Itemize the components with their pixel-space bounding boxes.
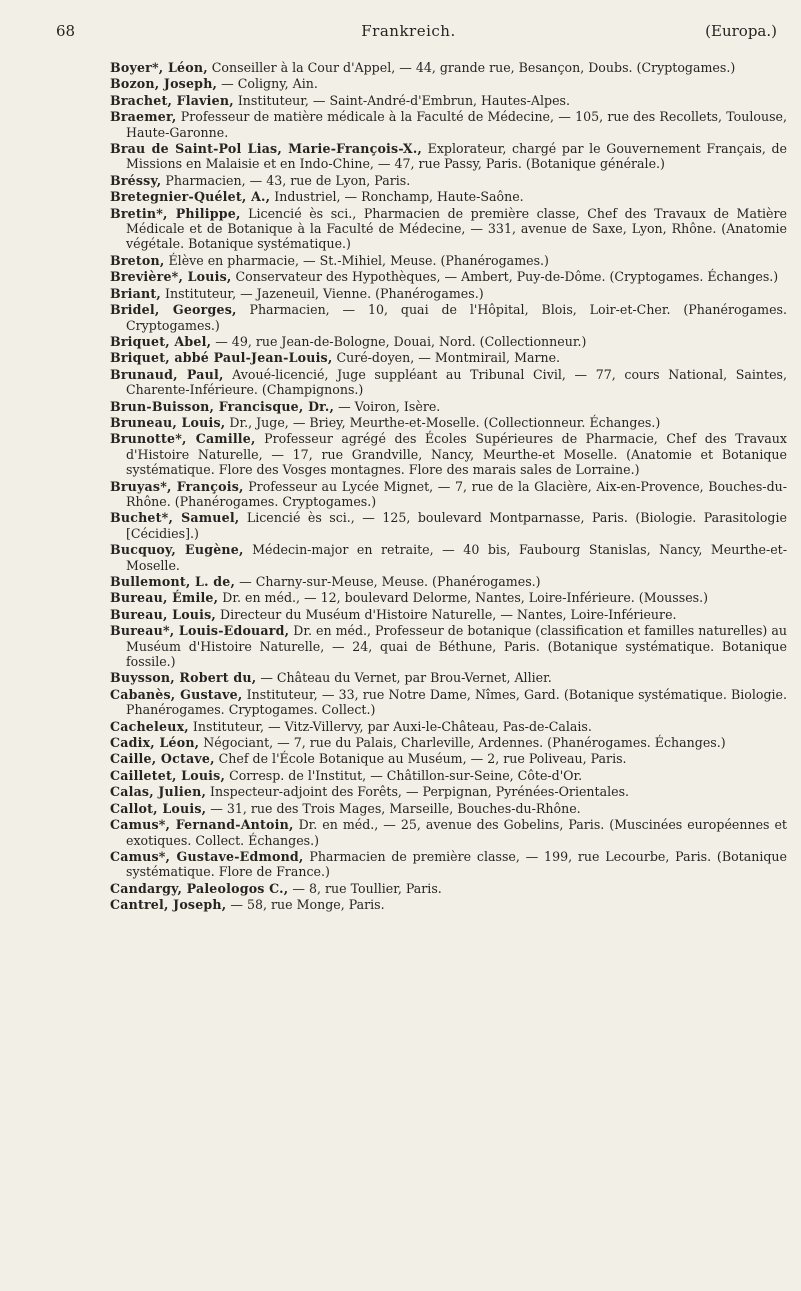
- entry-name: Cadix, Léon,: [110, 735, 200, 751]
- entry-text: — 31, rue des Trois Mages, Marseille, Bouches-du-Rhône.: [210, 800, 581, 816]
- list-item: [110, 253, 787, 268]
- page-header: [40, 22, 777, 56]
- list-item: [110, 687, 787, 718]
- entry-text: Professeur de matière médicale à la Faculté de Médecine, — 105, rue des Recollets, Toulouse, Haute-Garonne.: [126, 109, 787, 140]
- entry-name: Braemer,: [110, 109, 177, 125]
- entry-text: Chef de l'École Botanique au Muséum, — 2, rue Poliveau, Paris.: [218, 751, 627, 767]
- entry-name: Bureau, Louis,: [110, 606, 217, 622]
- entry-text: — Château du Vernet, par Brou-Vernet, Allier.: [260, 670, 552, 686]
- list-item: [110, 334, 787, 349]
- entry-name: Bruneau, Louis,: [110, 414, 226, 430]
- entry-name: Bureau, Émile,: [110, 590, 219, 606]
- entry-name: Brunaud, Paul,: [110, 366, 224, 382]
- list-item: [110, 93, 787, 108]
- entry-name: Cantrel, Joseph,: [110, 897, 227, 913]
- entry-name: Briquet, Abel,: [110, 333, 212, 349]
- list-item: [110, 623, 787, 669]
- list-item: [110, 302, 787, 333]
- entry-text: Licencié ès sci., — 125, boulevard Montparnasse, Paris. (Biologie. Parasitologie [Cécidies].): [126, 510, 787, 541]
- entry-name: Callot, Louis,: [110, 800, 207, 816]
- list-item: [110, 849, 787, 880]
- list-item: [110, 206, 787, 252]
- entry-text: Conseiller à la Cour d'Appel, — 44, grande rue, Besançon, Doubs. (Cryptogames.): [211, 60, 736, 75]
- entry-text: Industriel, — Ronchamp, Haute-Saône.: [274, 189, 524, 205]
- entry-name: Bureau*, Louis-Edouard,: [110, 623, 290, 639]
- list-item: [110, 269, 787, 284]
- list-item: [110, 286, 787, 301]
- list-item: [110, 897, 787, 912]
- list-item: [110, 590, 787, 605]
- entry-name: Buysson, Robert du,: [110, 670, 257, 686]
- list-item: [110, 510, 787, 541]
- entry-name: Cabanès, Gustave,: [110, 686, 243, 702]
- entry-name: Brun-Buisson, Francisque, Dr.,: [110, 398, 335, 414]
- list-item: [110, 109, 787, 140]
- list-item: [110, 670, 787, 685]
- entry-text: — Coligny, Ain.: [221, 76, 318, 92]
- list-item: [110, 607, 787, 622]
- entry-name: Brau de Saint-Pol Lias, Marie-François-X.,: [110, 141, 422, 157]
- list-item: [110, 719, 787, 734]
- list-item: [110, 574, 787, 589]
- list-item: [110, 415, 787, 430]
- entry-name: Bozon, Joseph,: [110, 76, 218, 92]
- entry-text: Négociant, — 7, rue du Palais, Charleville, Ardennes. (Phanérogames. Échanges.): [203, 735, 726, 751]
- entry-text: Licencié ès sci., Pharmacien de première classe, Chef des Travaux de Matière Médicale et de Botanique à la Faculté de Médecine, — 331, avenue de Saxe, Lyon, Rhône. (Anatomie végétale. Botanique systématique.): [126, 205, 787, 252]
- running-title: Frankreich.: [361, 22, 456, 40]
- entry-text: Inspecteur-adjoint des Forêts, — Perpignan, Pyrénées-Orientales.: [210, 784, 630, 800]
- list-item: [110, 399, 787, 414]
- entry-text: Curé-doyen, — Montmirail, Marne.: [336, 350, 561, 366]
- entry-name: Brachet, Flavien,: [110, 92, 234, 108]
- list-item: [110, 431, 787, 477]
- entry-text: Instituteur, — 33, rue Notre Dame, Nîmes, Gard. (Botanique systématique. Biologie. Phanérogames. Cryptogames. Collect.): [126, 686, 787, 718]
- entry-text: — 49, rue Jean-de-Bologne, Douai, Nord. (Collectionneur.): [215, 333, 587, 349]
- list-item: [110, 367, 787, 398]
- entry-list: [110, 60, 787, 914]
- list-item: [110, 542, 787, 573]
- entry-name: Cacheleux,: [110, 718, 189, 734]
- list-item: [110, 189, 787, 204]
- entry-text: — Voiron, Isère.: [338, 398, 441, 414]
- entry-name: Calas, Julien,: [110, 784, 207, 800]
- entry-text: — Charny-sur-Meuse, Meuse. (Phanérogames.): [239, 574, 541, 589]
- list-item: [110, 817, 787, 848]
- entry-name: Buchet*, Samuel,: [110, 510, 240, 526]
- list-item: [110, 735, 787, 750]
- entry-name: Caille, Octave,: [110, 751, 215, 767]
- entry-text: Instituteur, — Vitz-Villervy, par Auxi-le-Château, Pas-de-Calais.: [192, 718, 592, 734]
- entry-text: Professeur au Lycée Mignet, — 7, rue de la Glacière, Aix-en-Provence, Bouches-du-Rhône. (Phanérogames. Cryptogames.): [126, 478, 787, 509]
- entry-text: Professeur agrégé des Écoles Supérieures de Pharmacie, Chef des Travaux d'Histoire Naturelle, — 17, rue Grandville, Nancy, Meurthe-et Moselle. (Anatomie et Botanique systématique. Flore des Vosges montagnes. Flore des marais sales de Lorraine.): [126, 431, 787, 478]
- list-item: [110, 479, 787, 510]
- entry-name: Breton,: [110, 252, 165, 268]
- list-item: [110, 784, 787, 799]
- entry-name: Camus*, Gustave-Edmond,: [110, 848, 304, 864]
- list-item: [110, 881, 787, 896]
- entry-name: Briant,: [110, 285, 161, 301]
- entry-text: Dr. en méd., — 25, avenue des Gobelins, Paris. (Muscinées européennes et exotiques. Collect. Échanges.): [126, 817, 787, 848]
- entry-text: Pharmacien de première classe, — 199, rue Lecourbe, Paris. (Botanique systématique. Flore de France.): [126, 848, 787, 880]
- entry-name: Bruyas*, François,: [110, 478, 244, 494]
- list-item: [110, 768, 787, 783]
- entry-text: Directeur du Muséum d'Histoire Naturelle, — Nantes, Loire-Inférieure.: [220, 606, 677, 622]
- entry-text: Conservateur des Hypothèques, — Ambert, Puy-de-Dôme. (Cryptogames. Échanges.): [235, 269, 779, 285]
- entry-text: Avoué-licencié, Juge suppléant au Tribunal Civil, — 77, cours National, Saintes, Charente-Inférieure. (Champignons.): [126, 366, 787, 398]
- list-item: [110, 751, 787, 766]
- entry-text: Instituteur, — Jazeneuil, Vienne. (Phanérogames.): [165, 285, 484, 301]
- entry-text: Dr. en méd., Professeur de botanique (classification et familles naturelles) au Muséum d'Histoire Naturelle, — 24, quai de Béthune, Paris. (Botanique systématique. Botanique fossile.): [126, 623, 787, 670]
- entry-text: Dr., Juge, — Briey, Meurthe-et-Moselle. (Collectionneur. Échanges.): [229, 414, 661, 430]
- region-label: (Europa.): [705, 22, 777, 40]
- entry-name: Boyer*, Léon,: [110, 60, 208, 75]
- entry-name: Bretin*, Philippe,: [110, 205, 241, 221]
- entry-name: Bridel, Georges,: [110, 302, 237, 318]
- entry-name: Brevière*, Louis,: [110, 269, 232, 285]
- entry-text: Élève en pharmacie, — St.-Mihiel, Meuse. (Phanérogames.): [168, 252, 549, 268]
- list-item: [110, 76, 787, 91]
- entry-name: Camus*, Fernand-Antoin,: [110, 817, 294, 833]
- list-item: [110, 173, 787, 188]
- entry-name: Bréssy,: [110, 172, 162, 188]
- entry-name: Brunotte*, Camille,: [110, 431, 256, 447]
- entry-name: Bullemont, L. de,: [110, 574, 236, 589]
- entry-name: Briquet, abbé Paul-Jean-Louis,: [110, 350, 333, 366]
- page-number: 68: [56, 22, 76, 40]
- entry-name: Candargy, Paleologos C.,: [110, 880, 289, 896]
- entry-text: Explorateur, chargé par le Gouvernement Français, de Missions en Malaisie et en Indo-Chine, — 47, rue Passy, Paris. (Botanique générale.): [126, 141, 787, 172]
- entry-text: Médecin-major en retraite, — 40 bis, Faubourg Stanislas, Nancy, Meurthe-et-Moselle.: [126, 542, 787, 573]
- entry-text: Instituteur, — Saint-André-d'Embrun, Hautes-Alpes.: [237, 92, 570, 108]
- entry-text: — 8, rue Toullier, Paris.: [292, 880, 442, 896]
- entry-text: Corresp. de l'Institut, — Châtillon-sur-Seine, Côte-d'Or.: [229, 767, 583, 783]
- entry-name: Cailletet, Louis,: [110, 767, 226, 783]
- list-item: [110, 60, 787, 75]
- entry-text: — 58, rue Monge, Paris.: [230, 897, 385, 913]
- entry-name: Bucquoy, Eugène,: [110, 542, 244, 558]
- list-item: [110, 141, 787, 172]
- list-item: [110, 350, 787, 365]
- entry-text: Pharmacien, — 10, quai de l'Hôpital, Blois, Loir-et-Cher. (Phanérogames. Cryptogames.): [126, 302, 787, 333]
- list-item: [110, 801, 787, 816]
- entry-text: Dr. en méd., — 12, boulevard Delorme, Nantes, Loire-Inférieure. (Mousses.): [222, 590, 709, 606]
- entry-name: Bretegnier-Quélet, A.,: [110, 189, 271, 205]
- entry-text: Pharmacien, — 43, rue de Lyon, Paris.: [165, 172, 411, 188]
